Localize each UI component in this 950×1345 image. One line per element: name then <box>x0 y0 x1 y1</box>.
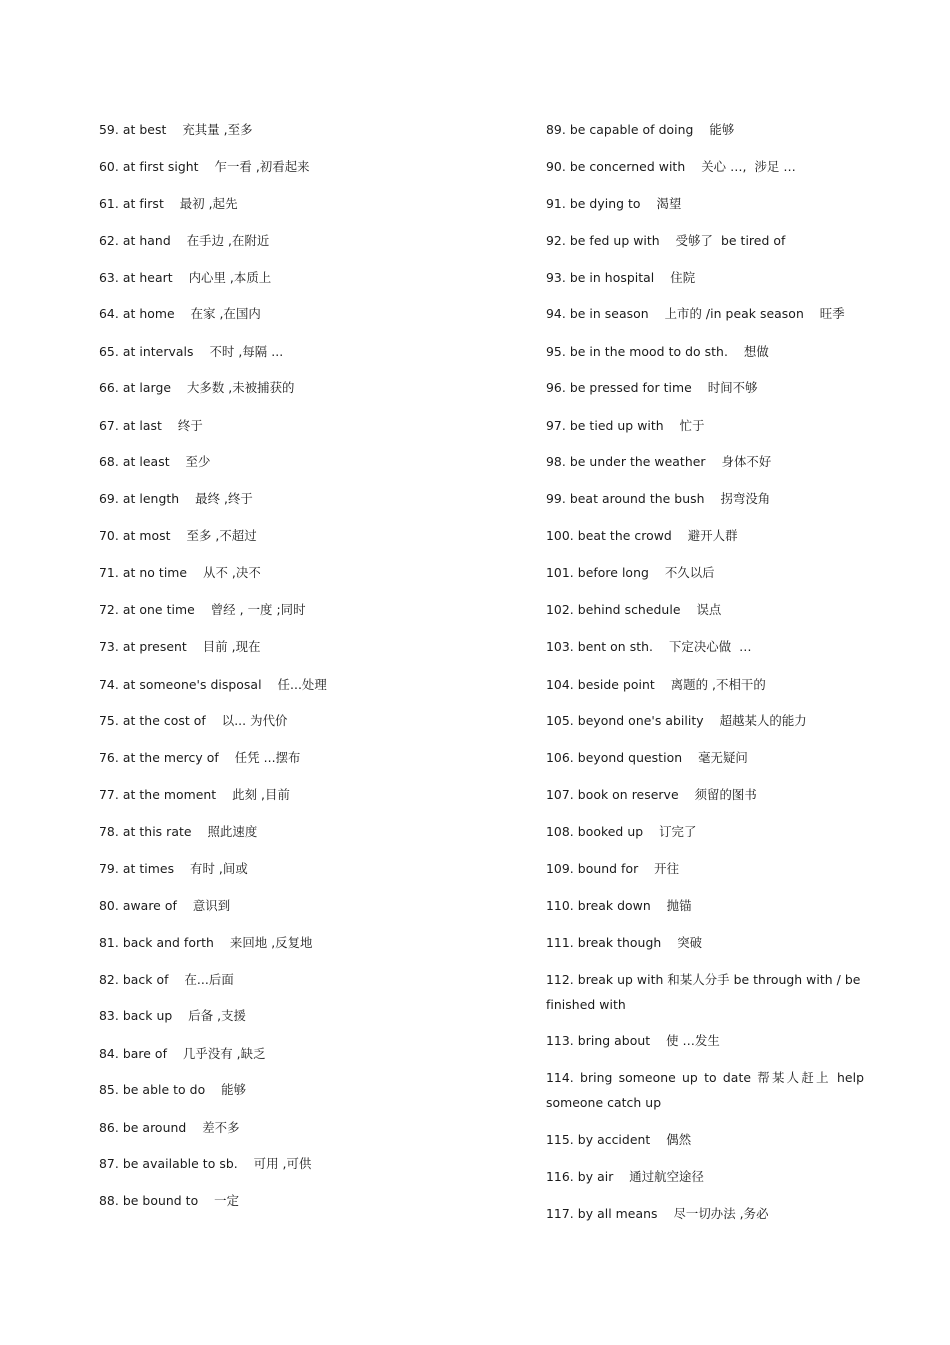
list-item: 62. at hand 在手边 ,在附近 <box>99 233 270 248</box>
list-item: 109. bound for 开往 <box>546 861 680 876</box>
list-item: 67. at last 终于 <box>99 418 203 433</box>
list-item: 78. at this rate 照此速度 <box>99 824 258 839</box>
list-item: 89. be capable of doing 能够 <box>546 122 735 137</box>
list-item: 85. be able to do 能够 <box>99 1082 247 1097</box>
list-item: 115. by accident 偶然 <box>546 1132 692 1147</box>
list-item: 96. be pressed for time 时间不够 <box>546 380 758 395</box>
list-item: 103. bent on sth. 下定决心做 … <box>546 639 752 654</box>
list-item: 101. before long 不久以后 <box>546 565 715 580</box>
list-item: 113. bring about 使 …发生 <box>546 1033 720 1048</box>
list-item: 86. be around 差不多 <box>99 1120 240 1135</box>
list-item: 117. by all means 尽一切办法 ,务必 <box>546 1206 769 1221</box>
list-item: 110. break down 抛锚 <box>546 898 692 913</box>
list-item: 72. at one time 曾经 , 一度 ;同时 <box>99 602 306 617</box>
list-item: 114. bring someone up to date 帮某人赶上 help someone catch up <box>546 1070 864 1110</box>
list-item: 97. be tied up with 忙于 <box>546 418 705 433</box>
list-item: 77. at the moment 此刻 ,目前 <box>99 787 290 802</box>
list-item: 91. be dying to 渴望 <box>546 196 682 211</box>
list-item: 61. at first 最初 ,起先 <box>99 196 238 211</box>
list-item: 68. at least 至少 <box>99 454 211 469</box>
list-item: 65. at intervals 不时 ,每隔 ... <box>99 344 284 359</box>
list-item: 116. by air 通过航空途径 <box>546 1169 704 1184</box>
list-item: 82. back of 在...后面 <box>99 972 234 987</box>
list-item: 75. at the cost of 以... 为代价 <box>99 713 288 728</box>
list-item: 90. be concerned with 关心 …, 涉足 … <box>546 159 796 174</box>
list-item: 99. beat around the bush 拐弯没角 <box>546 491 771 506</box>
list-item: 94. be in season 上市的 /in peak season 旺季 <box>546 306 845 321</box>
list-item: 105. beyond one's ability 超越某人的能力 <box>546 713 807 728</box>
list-item: 102. behind schedule 误点 <box>546 602 722 617</box>
list-item: 81. back and forth 来回地 ,反复地 <box>99 935 313 950</box>
list-item: 70. at most 至多 ,不超过 <box>99 528 257 543</box>
list-item: 112. break up with 和某人分手 be through with / be finished with <box>546 972 861 1012</box>
list-item: 88. be bound to 一定 <box>99 1193 240 1208</box>
list-item: 111. break though 突破 <box>546 935 703 950</box>
list-item: 66. at large 大多数 ,未被捕获的 <box>99 380 295 395</box>
list-item: 108. booked up 订完了 <box>546 824 697 839</box>
list-item: 71. at no time 从不 ,决不 <box>99 565 261 580</box>
list-item: 83. back up 后备 ,支援 <box>99 1008 246 1023</box>
list-item: 106. beyond question 毫无疑问 <box>546 750 748 765</box>
list-item: 64. at home 在家 ,在国内 <box>99 306 261 321</box>
list-item: 63. at heart 内心里 ,本质上 <box>99 270 272 285</box>
list-item: 76. at the mercy of 任凭 ...摆布 <box>99 750 301 765</box>
list-item: 98. be under the weather 身体不好 <box>546 454 772 469</box>
list-item: 87. be available to sb. 可用 ,可供 <box>99 1156 312 1171</box>
list-item: 69. at length 最终 ,终于 <box>99 491 253 506</box>
list-item: 73. at present 目前 ,现在 <box>99 639 261 654</box>
list-item: 92. be fed up with 受够了 be tired of <box>546 233 786 248</box>
list-item: 95. be in the mood to do sth. 想做 <box>546 344 769 359</box>
list-item: 59. at best 充其量 ,至多 <box>99 122 253 137</box>
list-item: 60. at first sight 乍一看 ,初看起来 <box>99 159 310 174</box>
list-item: 80. aware of 意识到 <box>99 898 231 913</box>
list-item: 100. beat the crowd 避开人群 <box>546 528 738 543</box>
list-item: 104. beside point 离题的 ,不相干的 <box>546 677 766 692</box>
list-item: 93. be in hospital 住院 <box>546 270 696 285</box>
list-item: 79. at times 有时 ,间或 <box>99 861 248 876</box>
list-item: 74. at someone's disposal 任...处理 <box>99 677 327 692</box>
list-item: 84. bare of 几乎没有 ,缺乏 <box>99 1046 266 1061</box>
list-item: 107. book on reserve 须留的图书 <box>546 787 757 802</box>
